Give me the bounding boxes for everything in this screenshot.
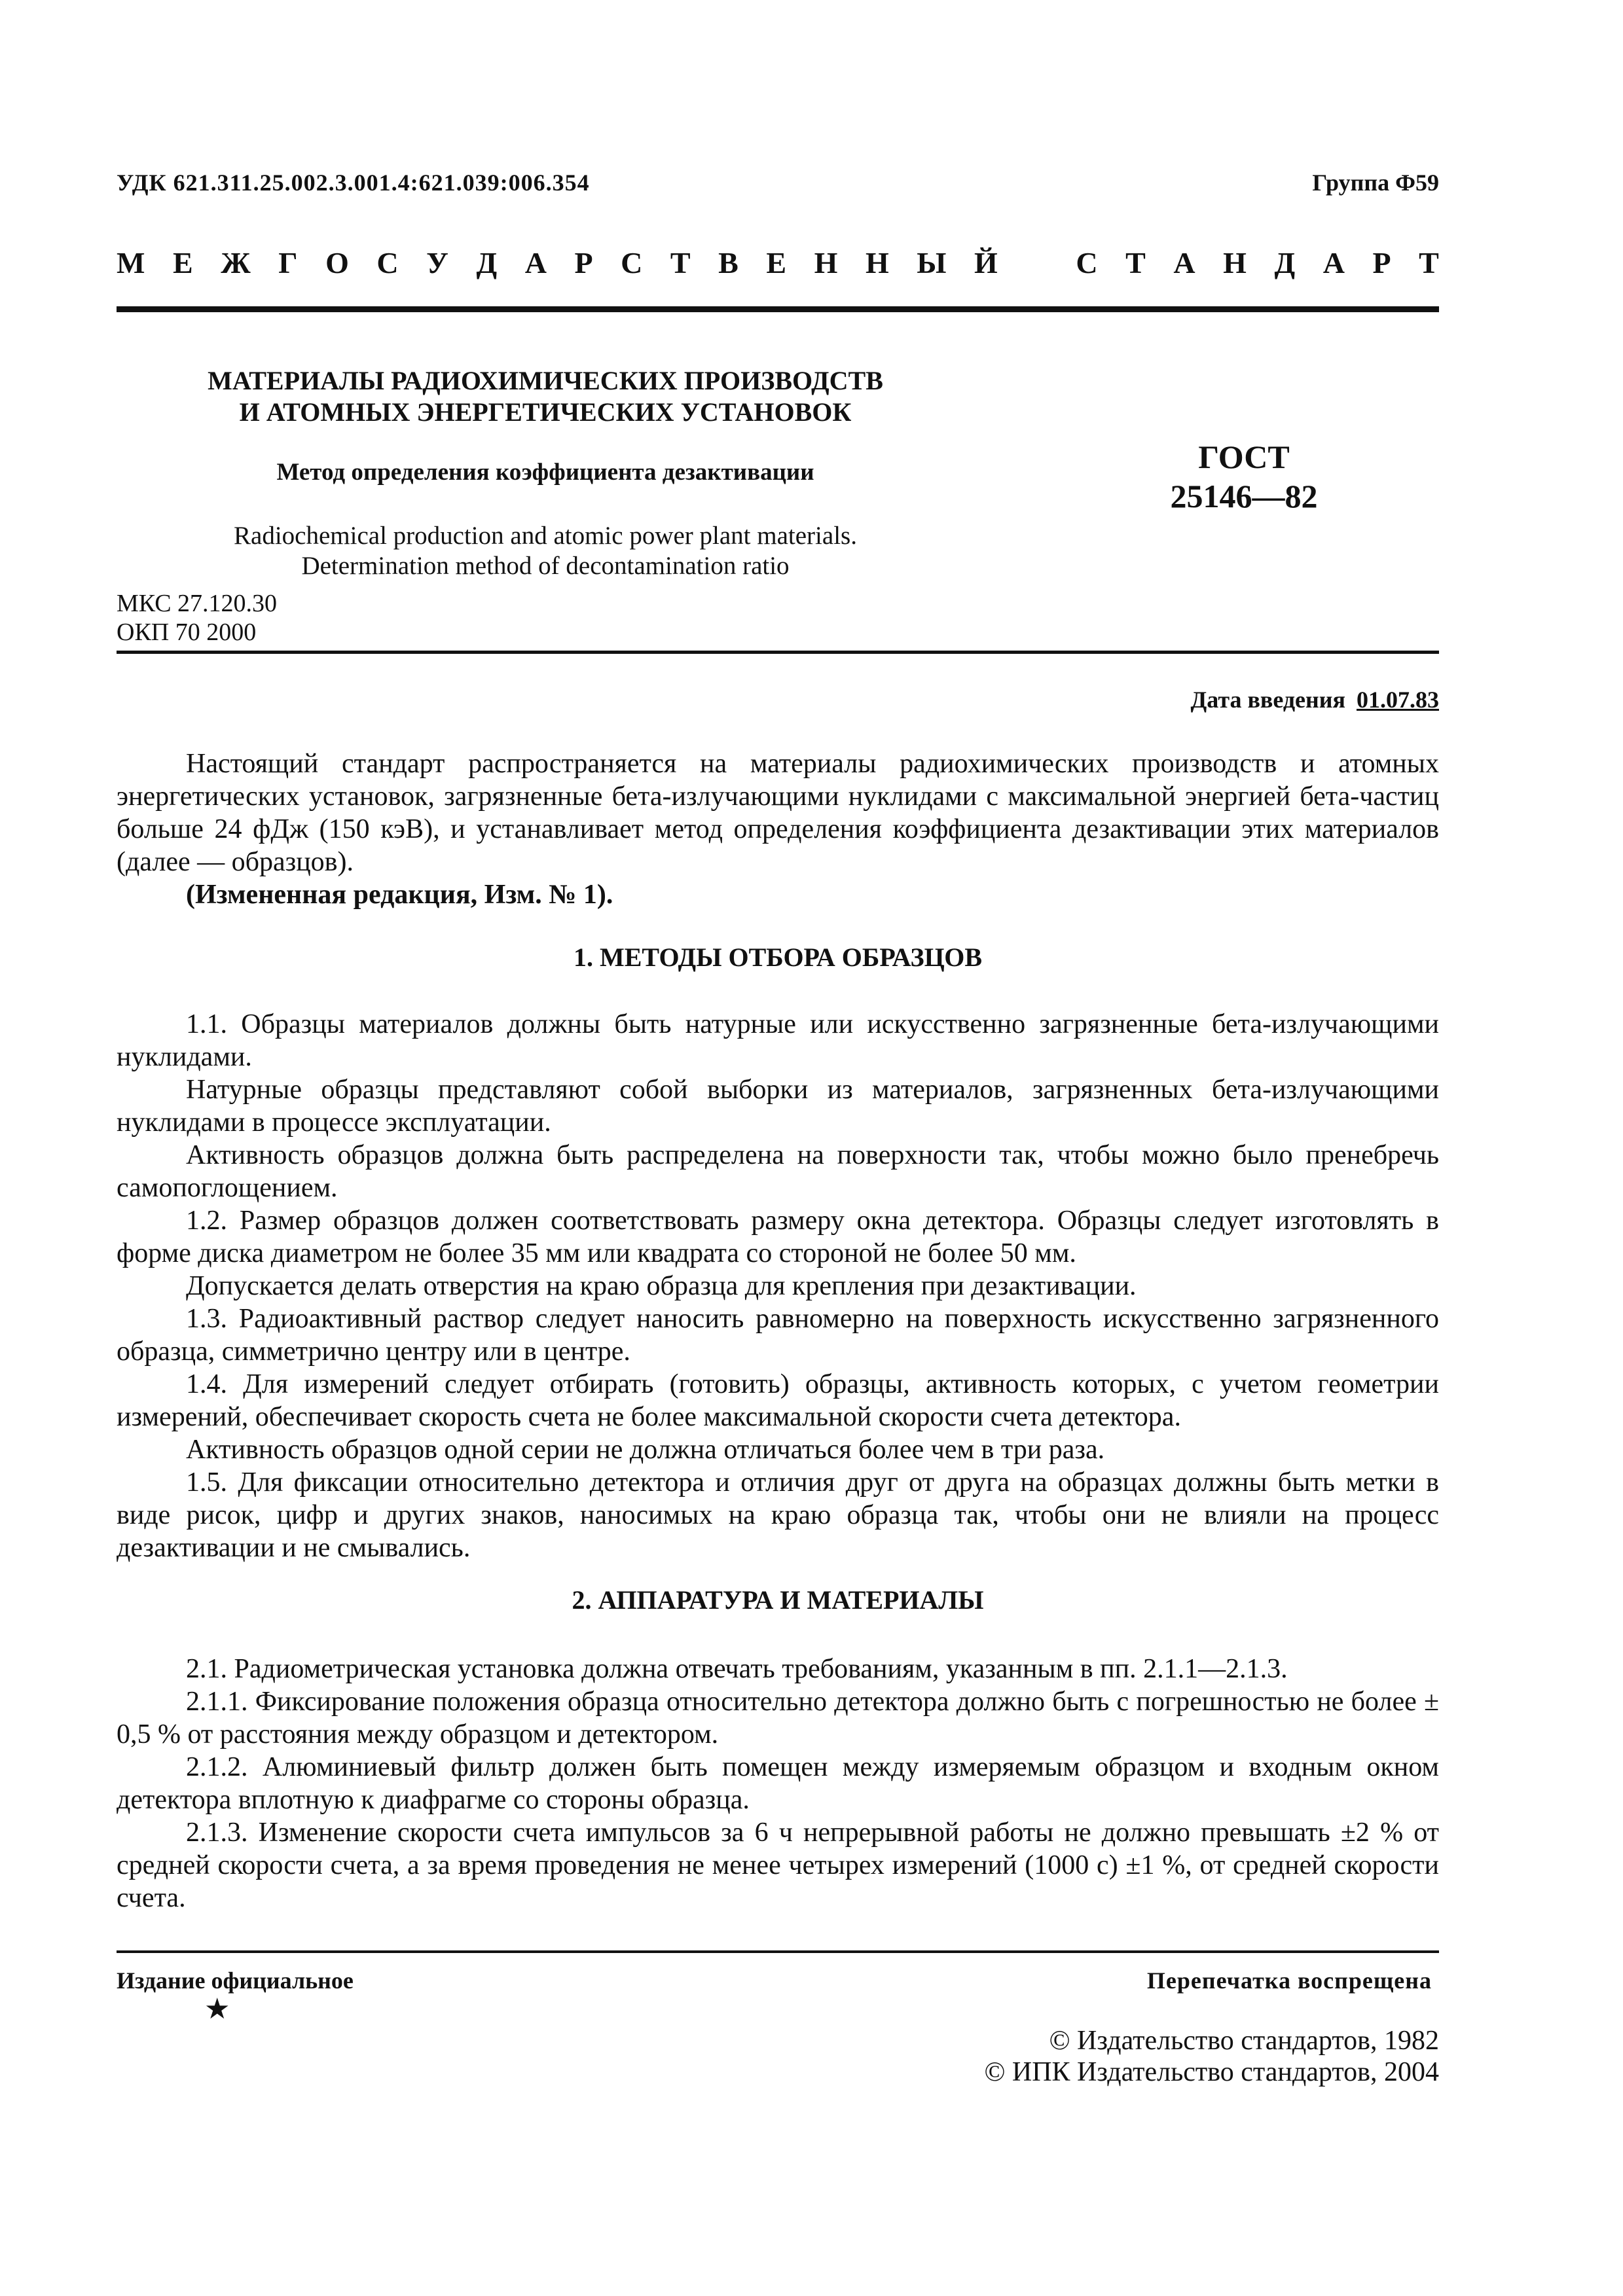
paragraph-text: 2.1.1. Фиксирование положения образца относительно детектора должно быть с погрешностью не более ± 0,5 % от расстояния между образцом и детектором. [117,1687,1439,1749]
heading-letter: Е [172,246,193,279]
title-rule [117,651,1439,654]
english-title-line-1: Radiochemical production and atomic power plant materials. [234,522,857,550]
heading-letter: Е [766,246,787,279]
heading-letter: Р [574,246,593,279]
copyright-1982: © Издательство стандартов, 1982 [1049,2026,1439,2056]
date-label: Дата введения [1190,687,1345,713]
star-icon: ★ [204,1993,230,2025]
intro-paragraph [117,747,1439,878]
paragraph-text: Активность образцов должна быть распределена на поверхности так, чтобы можно было пренебречь самопоглощением. [117,1140,1439,1203]
heading-letter: С [1076,246,1098,279]
revision-text: (Измененная редакция, Изм. № 1). [186,880,613,910]
paragraph-2-1-3 [117,1816,1439,1914]
group-code: Группа Ф59 [1312,170,1439,196]
header-rule [117,306,1439,312]
paragraph-1-4-series [117,1433,1439,1466]
title-block [117,365,974,428]
heading-letter: Д [476,246,498,279]
heading-letter: У [426,246,448,279]
gost-designation [1106,437,1381,516]
copyright-block [984,2025,1439,2088]
heading-letter: С [621,246,643,279]
udk-code: УДК 621.311.25.002.3.001.4:621.039:006.354 [117,170,590,196]
heading-letter: Т [670,246,691,279]
heading-letter: Ж [221,246,251,279]
paragraph-2-1-1 [117,1685,1439,1751]
heading-letter: А [524,246,547,279]
paragraph-text: Активность образцов одной серии не должна отличаться более чем в три раза. [186,1435,1105,1465]
heading-letter: Т [1419,246,1439,279]
paragraph-1-4 [117,1368,1439,1433]
paragraph-1-1-activity [117,1139,1439,1204]
copyright-2004: © ИПК Издательство стандартов, 2004 [984,2057,1439,2087]
heading-letter: Н [814,246,838,279]
heading-letter: М [117,246,145,279]
gost-label: ГОСТ [1198,439,1290,475]
paragraph-1-3 [117,1302,1439,1368]
heading-letter: С [376,246,399,279]
revision-note [117,878,1439,911]
section-1-title: 1. МЕТОДЫ ОТБОРА ОБРАЗЦОВ [573,942,983,972]
heading-letter: В [718,246,739,279]
title-line-2: И АТОМНЫХ ЭНЕРГЕТИЧЕСКИХ УСТАНОВОК [239,397,852,427]
heading-letter: О [325,246,349,279]
paragraph-1-1 [117,1008,1439,1073]
paragraph-text: 1.3. Радиоактивный раствор следует наносить равномерно на поверхность искусственно загрязненного образца, симметрично центру или в центре. [117,1304,1439,1367]
section-2-title: 2. АППАРАТУРА И МАТЕРИАЛЫ [572,1585,984,1615]
english-title-line-2: Determination method of decontamination ratio [301,552,790,580]
paragraph-text: 1.4. Для измерений следует отбирать (готовить) образцы, активность которых, с учетом геометрии измерений, обеспечивает скорость счета не более максимальной скорости счета детектора. [117,1369,1439,1432]
intro-text: Настоящий стандарт распространяется на материалы радиохимических производств и атомных энергетических установок, загрязненные бета-излучающими нуклидами с максимальной энергией бета-частиц больше 24 фДж (150 кэВ), и устанавливает метод определения коэффициента дезактивации этих материалов (далее — образцов). [117,749,1439,877]
paragraph-1-5 [117,1466,1439,1564]
paragraph-text: 1.2. Размер образцов должен соответствовать размеру окна детектора. Образцы следует изготовлять в форме диска диаметром не более 35 мм или квадрата со стороной не более 50 мм. [117,1206,1439,1268]
paragraph-1-2-holes [117,1270,1439,1302]
paragraph-1-1-natural [117,1073,1439,1139]
subtitle-text: Метод определения коэффициента дезактивации [276,459,814,486]
paragraph-text: 1.1. Образцы материалов должны быть натурные или искусственно загрязненные бета-излучающими нуклидами. [117,1009,1439,1072]
official-edition: Издание официальное [117,1967,354,1994]
subtitle [117,458,974,486]
date-value: 01.07.83 [1357,687,1439,713]
reprint-notice: Перепечатка воспрещена [1146,1967,1432,1994]
paragraph-text: Натурные образцы представляют собой выборки из материалов, загрязненных бета-излучающими нуклидами в процессе эксплуатации. [117,1075,1439,1138]
paragraph-text: 1.5. Для фиксации относительно детектора и отличия друг от друга на образцах должны быть метки в виде рисок, цифр и других знаков, наносимых на краю образца так, чтобы они не влияли на процесс дезактивации и не смывались. [117,1467,1439,1563]
paragraph-2-1-2 [117,1751,1439,1816]
heading-letter: Н [865,246,889,279]
paragraph-1-2 [117,1204,1439,1270]
heading-letter: Ы [917,246,947,279]
heading-letter: Р [1372,246,1391,279]
heading-letter: Н [1223,246,1247,279]
introduction-date [1191,686,1440,713]
heading-letter: А [1322,246,1345,279]
gost-number: 25146—82 [1170,478,1318,514]
paragraph-text: Допускается делать отверстия на краю образца для крепления при дезактивации. [186,1271,1137,1301]
classification-codes [117,589,277,647]
heading-gap [1025,245,1048,280]
heading-letter: Г [278,246,298,279]
footer-rule [117,1950,1439,1953]
english-title [117,521,974,581]
standard-type-heading [117,245,1439,280]
heading-letter: Т [1125,246,1146,279]
heading-letter: А [1173,246,1195,279]
paragraph-text: 2.1.3. Изменение скорости счета импульсов за 6 ч непрерывной работы не должно превышать ±2 % от средней скорости счета, а за время проведения не менее четырех измерений (1000 с) ±1 %, от средней скорости счета. [117,1818,1439,1913]
okp-code: ОКП 70 2000 [117,619,257,646]
paragraph-2-1 [117,1653,1439,1685]
heading-letter: Д [1274,246,1296,279]
paragraph-text: 2.1. Радиометрическая установка должна отвечать требованиям, указанным в пп. 2.1.1—2.1.3. [186,1654,1288,1684]
paragraph-text: 2.1.2. Алюминиевый фильтр должен быть помещен между измеряемым образцом и входным окном детектора вплотную к диафрагме со стороны образца. [117,1752,1439,1815]
title-line-1: МАТЕРИАЛЫ РАДИОХИМИЧЕСКИХ ПРОИЗВОДСТВ [208,366,883,395]
mks-code: МКС 27.120.30 [117,590,278,617]
heading-letter: Й [974,246,998,279]
